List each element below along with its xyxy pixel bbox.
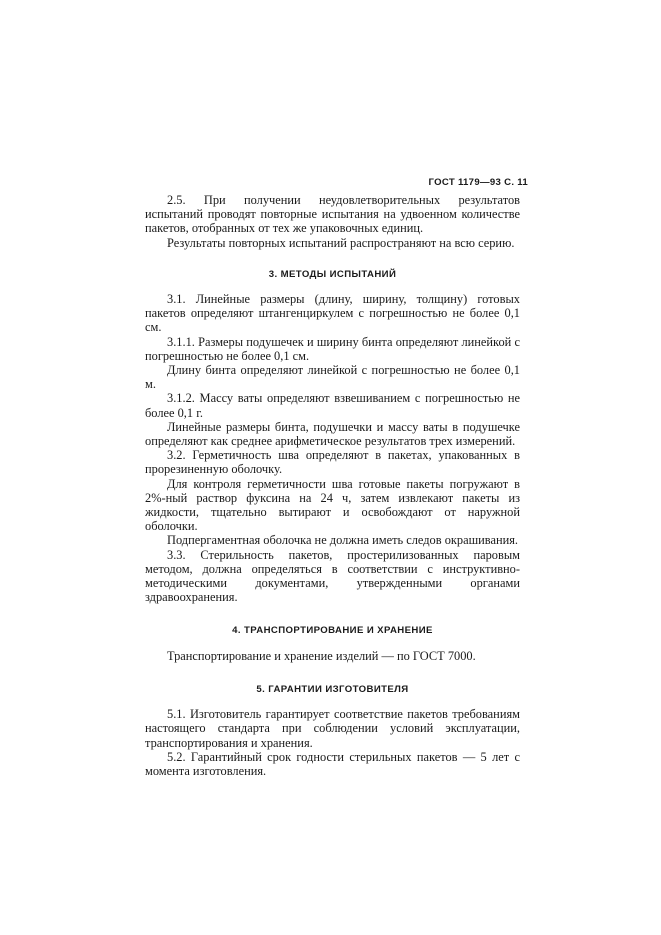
paragraph-transport-storage: Транспортирование и хранение изделий — по ГОСТ 7000. bbox=[167, 648, 476, 663]
paragraph-linear-dimensions: Линейные размеры бинта, подушечки и массу ваты в подушечке определяют как среднее арифметическое результатов трех измерений. bbox=[145, 419, 520, 449]
paragraph-seam-control: Для контроля герметичности шва готовые пакеты погружают в 2%-ный раствор фуксина на 24 ч, затем извлекают пакеты из жидкости, тщательно вытирают и освобождают от наружной оболочки. bbox=[145, 476, 520, 534]
paragraph-2-5: 2.5. При получении неудовлетворительных результатов испытаний проводят повторные испытания на удвоенном количестве пакетов, отобранных от тех же упаковочных единиц. bbox=[145, 193, 520, 236]
page-header-doc-ref: ГОСТ 1179—93 С. 11 bbox=[428, 177, 528, 188]
paragraph-5-2: 5.2. Гарантийный срок годности стерильных пакетов — 5 лет с момента изготовления. bbox=[145, 749, 520, 778]
section-3-heading: 3. МЕТОДЫ ИСПЫТАНИЙ bbox=[268, 268, 397, 280]
paragraph-bandage-length: Длину бинта определяют линейкой с погрешностью не более 0,1 м. bbox=[145, 363, 520, 392]
paragraph-3-1-2: 3.1.2. Массу ваты определяют взвешиванием с погрешностью не более 0,1 г. bbox=[145, 391, 520, 420]
section-4-heading: 4. ТРАНСПОРТИРОВАНИЕ И ХРАНЕНИЕ bbox=[232, 625, 433, 637]
paragraph-3-1-1: 3.1.1. Размеры подушечек и ширину бинта определяют линейкой с погрешностью не более 0,1 см. bbox=[145, 334, 520, 363]
section-5-heading: 5. ГАРАНТИИ ИЗГОТОВИТЕЛЯ bbox=[256, 683, 409, 695]
paragraph-repeat-results: Результаты повторных испытаний распространяют на всю серию. bbox=[167, 235, 515, 250]
paragraph-3-1: 3.1. Линейные размеры (длину, ширину, толщину) готовых пакетов определяют штангенциркулем с погрешностью не более 0,1 см. bbox=[145, 292, 520, 335]
paragraph-3-2: 3.2. Герметичность шва определяют в пакетах, упакованных в прорезиненную оболочку. bbox=[145, 448, 520, 477]
paragraph-3-3: 3.3. Стерильность пакетов, простерилизованных паровым методом, должна определяться в соответствии с инструктивно-методическими документами, утвержденными органами здравоохранения. bbox=[145, 547, 520, 605]
page-content bbox=[145, 193, 520, 778]
paragraph-5-1: 5.1. Изготовитель гарантирует соответствие пакетов требованиям настоящего стандарта при соблюдении условий эксплуатации, транспортирования и хранения. bbox=[145, 707, 520, 750]
paragraph-parchment-shell: Подпергаментная оболочка не должна иметь следов окрашивания. bbox=[167, 533, 519, 548]
